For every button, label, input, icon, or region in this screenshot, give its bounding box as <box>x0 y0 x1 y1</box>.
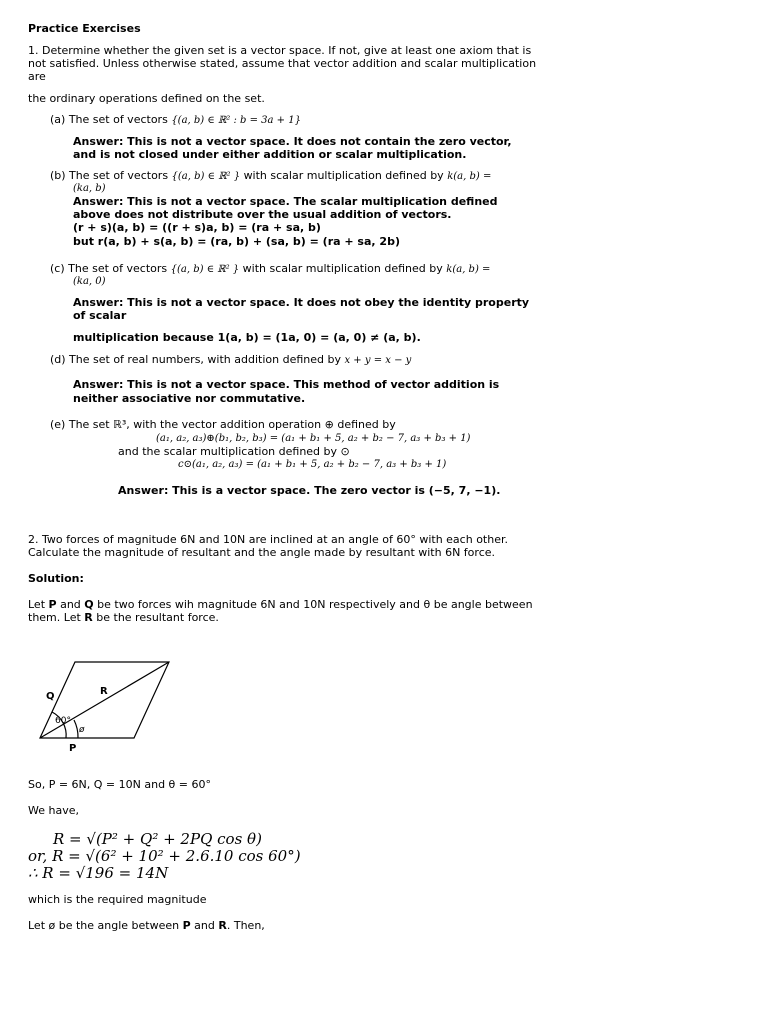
label-60-degrees: 60° <box>55 716 71 726</box>
q1d-answer-line2: neither associative nor commutative. <box>73 392 306 405</box>
q1e-answer: Answer: This is a vector space. The zero vector is (−5, 7, −1). <box>118 484 501 497</box>
q1a-answer-line1: Answer: This is not a vector space. It does not contain the zero vector, <box>73 135 512 148</box>
q1d-math: x + y = x − y <box>344 355 412 366</box>
let-Q: Q <box>84 598 94 611</box>
q1b-answer-line2: above does not distribute over the usual addition of vectors. <box>73 208 452 221</box>
let-R: R <box>84 611 93 624</box>
let-phi-a: Let ø be the angle between <box>28 919 183 932</box>
q1e-text2: and the scalar multiplication defined by ⊙ <box>118 445 350 458</box>
equation-3: ∴ R = √196 = 14N <box>28 864 169 882</box>
q1e-math2: c⊙(a₁, a₂, a₃) = (a₁ + b₁ + 5, a₂ + b₂ − 7, a₃ + b₃ + 1) <box>178 459 447 470</box>
label-Q: Q <box>46 691 55 702</box>
label-phi: ø <box>79 725 85 735</box>
q1d-answer-line1: Answer: This is not a vector space. This method of vector addition is <box>73 378 500 391</box>
q1b-math3: (ka, b) <box>73 183 106 194</box>
q1c-math2: k(a, b) = <box>446 264 491 275</box>
q1a-text: (a) The set of vectors <box>50 113 168 126</box>
let-line1-c: be two forces wih magnitude 6N and 10N respectively and θ be angle between <box>93 598 533 611</box>
resultant-diagonal <box>40 662 169 738</box>
q1a-math: {(a, b) ∈ ℝ² : b = 3a + 1} <box>171 115 301 126</box>
q1c-text: (c) The set of vectors <box>50 262 168 275</box>
q1-intro-line3: are <box>28 70 46 83</box>
q1b-math: {(a, b) ∈ ℝ² } <box>171 171 241 182</box>
q1b-text2: with scalar multiplication defined by <box>243 169 444 182</box>
let-line1 <box>28 598 533 611</box>
let-phi-line <box>28 919 265 932</box>
equation-2: or, R = √(6² + 10² + 2.6.10 cos 60°) <box>28 847 301 865</box>
q2-line2: Calculate the magnitude of resultant and the angle made by resultant with 6N force. <box>28 546 496 559</box>
let-line2-a: them. Let <box>28 611 85 624</box>
let-P: P <box>48 598 57 611</box>
q1c-math: {(a, b) ∈ ℝ² } <box>170 264 240 275</box>
let-phi-P: P <box>182 919 191 932</box>
q1c-answer-line2: of scalar <box>73 309 127 322</box>
label-R: R <box>100 686 108 697</box>
label-P: P <box>69 743 77 754</box>
q1d-question <box>50 353 411 367</box>
q1b-question <box>50 169 491 183</box>
angle-arc-phi <box>74 720 78 738</box>
equation-1: R = √(P² + Q² + 2PQ cos θ) <box>53 830 262 848</box>
let-line2-b: be the resultant force. <box>92 611 219 624</box>
q1c-math3: (ka, 0) <box>73 276 106 287</box>
let-phi-b: and <box>190 919 219 932</box>
q1a-answer-line2: and is not closed under either addition or scalar multiplication. <box>73 148 467 161</box>
q1c-text2: with scalar multiplication defined by <box>242 262 443 275</box>
required-magnitude-line: which is the required magnitude <box>28 893 207 906</box>
q1e-question: (e) The set ℝ³, with the vector addition operation ⊕ defined by <box>50 418 396 431</box>
q1b-answer-line3: (r + s)(a, b) = ((r + s)a, b) = (ra + sa, b) <box>73 221 321 234</box>
q1b-answer-line1: Answer: This is not a vector space. The scalar multiplication defined <box>73 195 498 208</box>
q2-line1: 2. Two forces of magnitude 6N and 10N are inclined at an angle of 60° with each other. <box>28 533 508 546</box>
let-line1-a: Let <box>28 598 49 611</box>
q1b-math2: k(a, b) = <box>447 171 492 182</box>
let-line2 <box>28 611 219 624</box>
q1-intro-line4: the ordinary operations defined on the set. <box>28 92 265 105</box>
solution-label: Solution: <box>28 572 84 585</box>
page-title: Practice Exercises <box>28 22 141 35</box>
force-parallelogram-diagram <box>28 650 188 760</box>
we-have: We have, <box>28 804 79 817</box>
q1b-answer-line4: but r(a, b) + s(a, b) = (ra, b) + (sa, b) = (ra + sa, 2b) <box>73 235 400 248</box>
q1e-math1: (a₁, a₂, a₃)⊕(b₁, b₂, b₃) = (a₁ + b₁ + 5, a₂ + b₂ − 7, a₃ + b₃ + 1) <box>156 433 471 444</box>
q1b-text: (b) The set of vectors <box>50 169 169 182</box>
let-line1-b: and <box>56 598 85 611</box>
q1c-question <box>50 262 490 276</box>
q1c-answer-line3: multiplication because 1(a, b) = (1a, 0) = (a, 0) ≠ (a, b). <box>73 331 421 344</box>
q1-intro-line1: 1. Determine whether the given set is a vector space. If not, give at least one axiom that is <box>28 44 532 57</box>
q1a-question <box>50 113 301 127</box>
q1d-text: (d) The set of real numbers, with addition defined by <box>50 353 341 366</box>
q1c-answer-line1: Answer: This is not a vector space. It does not obey the identity property <box>73 296 530 309</box>
let-phi-c: . Then, <box>226 919 265 932</box>
so-line: So, P = 6N, Q = 10N and θ = 60° <box>28 778 211 791</box>
let-phi-R: R <box>218 919 227 932</box>
q1-intro-line2: not satisfied. Unless otherwise stated, assume that vector addition and scalar multiplication <box>28 57 537 70</box>
